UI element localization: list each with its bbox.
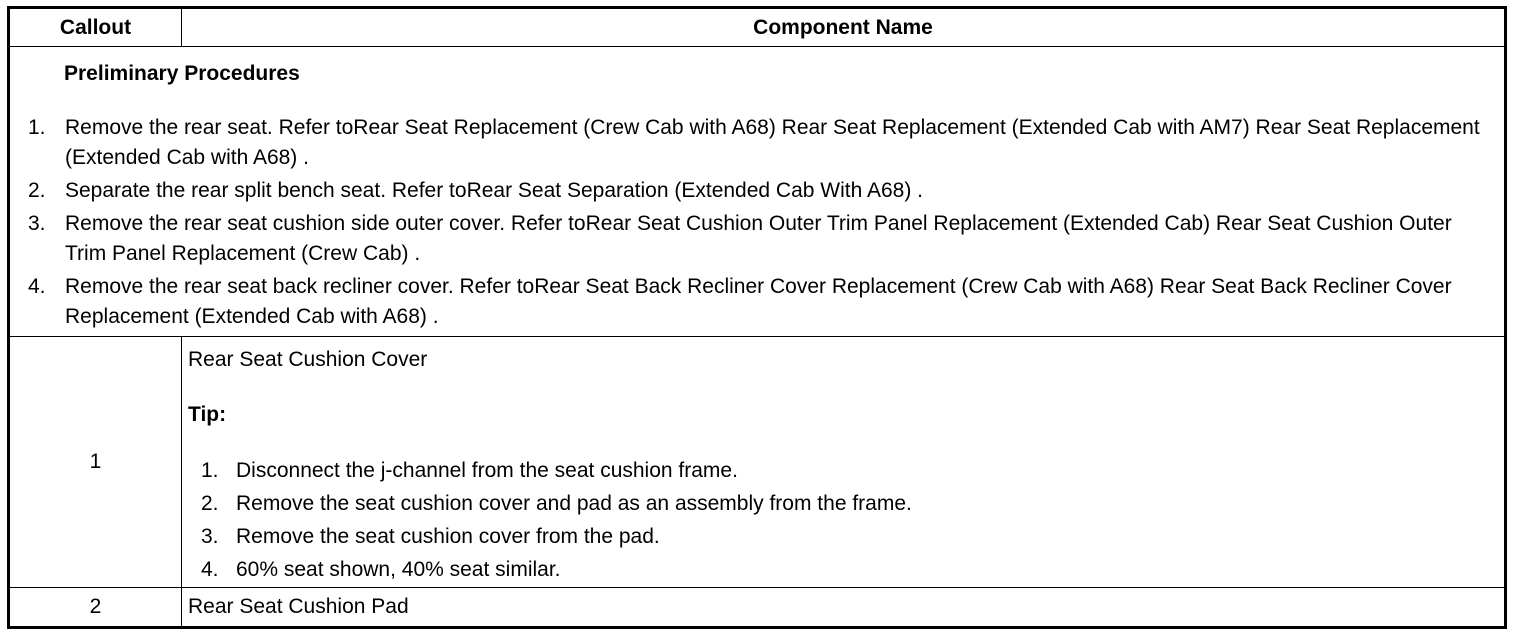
tip-number: 3. [201, 525, 219, 548]
component-name-header: Component Name [182, 8, 1506, 47]
step-text: Remove the rear seat cushion side outer cover. Refer toRear Seat Cushion Outer Trim Panel Replacement (Extended Cab) Rear Seat Cushion Outer Trim Panel Replacement (Crew Cab) . [65, 212, 1452, 265]
table-row [9, 337, 1506, 588]
tip-text: 60% seat shown, 40% seat similar. [236, 558, 561, 581]
callout-cell: 2 [9, 588, 182, 628]
component-name: Rear Seat Cushion Pad [182, 588, 1506, 628]
tip-number: 1. [201, 459, 219, 482]
step-text: Remove the rear seat back recliner cover. Refer toRear Seat Back Recliner Cover Replacement (Crew Cab with A68) Rear Seat Back Recliner Cover Replacement (Extended Cab with A68) . [65, 275, 1452, 328]
step-number: 2. [28, 179, 46, 202]
preliminary-step [10, 113, 1504, 173]
preliminary-procedures-cell [9, 47, 1506, 337]
step-text: Separate the rear split bench seat. Refer toRear Seat Separation (Extended Cab With A68) . [65, 179, 923, 202]
tip-item [188, 455, 1504, 487]
tip-text: Remove the seat cushion cover from the pad. [236, 525, 660, 548]
header-row [9, 8, 1506, 47]
step-number: 4. [28, 275, 46, 298]
component-name: Rear Seat Cushion Cover [188, 348, 428, 371]
preliminary-row [9, 47, 1506, 337]
tip-text: Remove the seat cushion cover and pad as an assembly from the frame. [236, 492, 912, 515]
callout-header: Callout [9, 8, 182, 47]
component-cell [182, 337, 1506, 588]
tip-text: Disconnect the j-channel from the seat cushion frame. [236, 459, 738, 482]
tip-item [188, 488, 1504, 520]
tip-item [188, 554, 1504, 586]
preliminary-step [10, 272, 1504, 332]
tip-label: Tip: [188, 403, 227, 426]
step-number: 3. [28, 212, 46, 235]
tip-item [188, 521, 1504, 553]
tip-number: 2. [201, 492, 219, 515]
tip-list [188, 455, 1504, 586]
preliminary-steps-list [10, 113, 1504, 332]
callout-cell: 1 [9, 337, 182, 588]
preliminary-step [10, 176, 1504, 206]
tip-number: 4. [201, 558, 219, 581]
preliminary-step [10, 209, 1504, 269]
preliminary-procedures-title: Preliminary Procedures [64, 62, 300, 85]
procedure-table [7, 6, 1507, 629]
step-text: Remove the rear seat. Refer toRear Seat Replacement (Crew Cab with A68) Rear Seat Replacement (Extended Cab with AM7) Rear Seat Replacement (Extended Cab with A68) . [65, 116, 1480, 169]
table-row [9, 588, 1506, 628]
step-number: 1. [28, 116, 46, 139]
